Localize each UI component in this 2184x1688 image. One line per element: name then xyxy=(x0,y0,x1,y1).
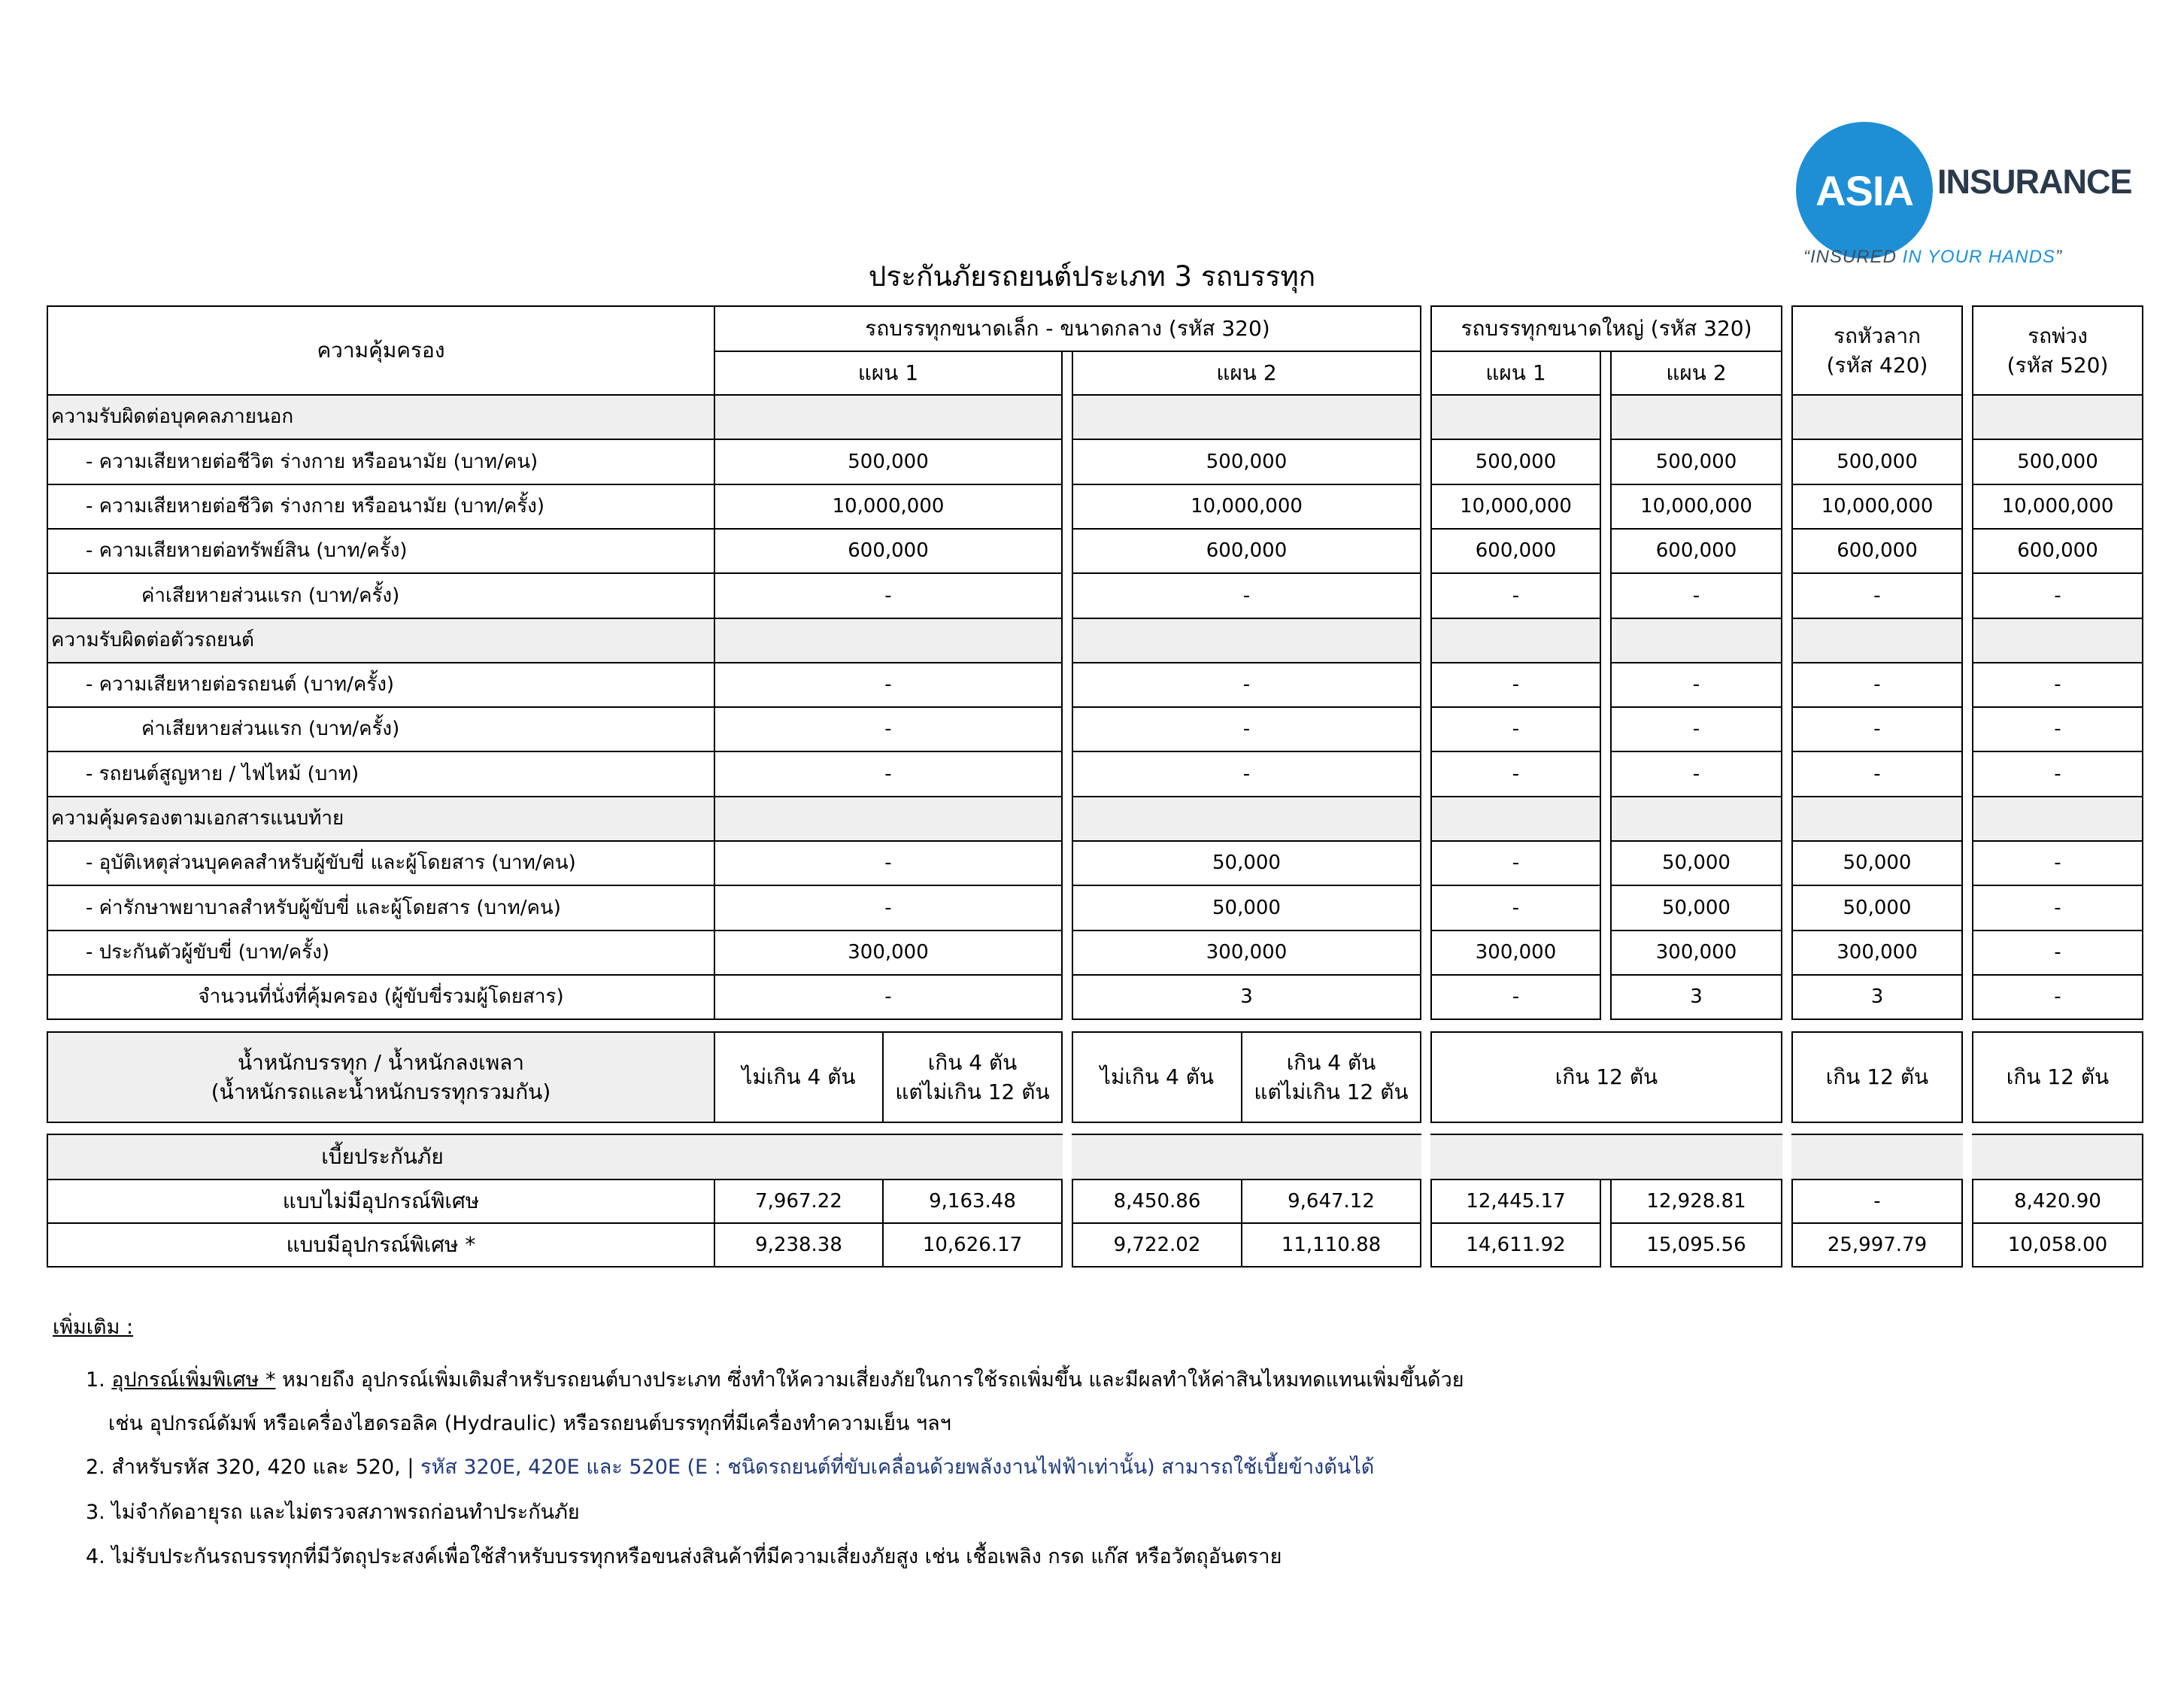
coverage-value: 500,000 xyxy=(1972,439,2143,485)
coverage-value: - xyxy=(1972,885,2143,931)
weight-large-over-12: เกิน 12 ตัน xyxy=(1430,1031,1782,1123)
coverage-value: - xyxy=(1972,662,2143,708)
premium-value: 10,058.00 xyxy=(1972,1222,2143,1268)
section-heading: ความคุ้มครองตามเอกสารแนบท้าย xyxy=(47,796,715,842)
coverage-label: - ความเสียหายต่อชีวิต ร่างกาย หรืออนามัย (บาท/คน) xyxy=(47,439,715,485)
weight-sm-plan2-over-4 xyxy=(1241,1031,1421,1123)
coverage-value: 50,000 xyxy=(1072,885,1421,931)
weight-label xyxy=(47,1031,715,1123)
coverage-value: - xyxy=(1430,974,1601,1020)
premium-value: 11,110.88 xyxy=(1241,1222,1421,1268)
weight-trailer-over-12: เกิน 12 ตัน xyxy=(1972,1031,2143,1123)
premium-value: - xyxy=(1791,1179,1963,1224)
coverage-value: 10,000,000 xyxy=(1972,484,2143,530)
coverage-value: 300,000 xyxy=(1791,930,1963,976)
coverage-value: - xyxy=(1972,706,2143,752)
premium-value: 9,722.02 xyxy=(1072,1222,1242,1268)
coverage-value: 10,000,000 xyxy=(1791,484,1963,530)
coverage-label: - รถยนต์สูญหาย / ไฟไหม้ (บาท) xyxy=(47,751,715,797)
coverage-value: 3 xyxy=(1610,974,1782,1020)
coverage-value: 500,000 xyxy=(714,439,1063,485)
weight-over-4-line-2: แต่ไม่เกิน 12 ตัน xyxy=(1254,1079,1409,1104)
coverage-value: - xyxy=(1791,751,1963,797)
coverage-value xyxy=(1791,618,1963,663)
coverage-label: - อุบัติเหตุส่วนบุคคลสำหรับผู้ขับขี่ และผู้โดยสาร (บาท/คน) xyxy=(47,840,715,886)
coverage-value: 600,000 xyxy=(714,528,1063,574)
coverage-value: - xyxy=(1610,706,1782,752)
premium-value: 25,997.79 xyxy=(1791,1222,1963,1268)
coverage-value: 50,000 xyxy=(1072,840,1421,886)
premium-heading-band-4 xyxy=(1791,1134,1963,1180)
weight-over-4-line-2: แต่ไม่เกิน 12 ตัน xyxy=(895,1079,1050,1104)
coverage-value: - xyxy=(1430,751,1601,797)
header-sm-plan-2: แผน 2 xyxy=(1072,351,1421,396)
coverage-value: 50,000 xyxy=(1610,885,1782,931)
coverage-value: - xyxy=(714,885,1063,931)
coverage-value xyxy=(1972,394,2143,440)
coverage-label: จำนวนที่นั่งที่คุ้มครอง (ผู้ขับขี่รวมผู้โดยสาร) xyxy=(47,974,715,1020)
coverage-value xyxy=(1072,394,1421,440)
coverage-value: 3 xyxy=(1072,974,1421,1020)
premium-label: แบบไม่มีอุปกรณ์พิเศษ xyxy=(47,1179,715,1224)
coverage-value xyxy=(1430,394,1601,440)
tagline-part-1: “INSURED xyxy=(1803,247,1903,267)
coverage-value xyxy=(1610,796,1782,842)
coverage-value: 10,000,000 xyxy=(1430,484,1601,530)
coverage-value: - xyxy=(1072,662,1421,708)
premium-value: 10,626.17 xyxy=(882,1222,1063,1268)
coverage-value xyxy=(1972,796,2143,842)
weight-sm-plan1-over-4 xyxy=(882,1031,1063,1123)
coverage-value: 600,000 xyxy=(1791,528,1963,574)
coverage-value: 3 xyxy=(1791,974,1963,1020)
coverage-value: - xyxy=(714,974,1063,1020)
premium-value: 14,611.92 xyxy=(1430,1222,1601,1268)
coverage-value xyxy=(1791,394,1963,440)
header-tractor-name: รถหัวลาก xyxy=(1833,323,1921,348)
weight-sm-plan2-not-over-4: ไม่เกิน 4 ตัน xyxy=(1072,1031,1242,1123)
coverage-label: ค่าเสียหายส่วนแรก (บาท/ครั้ง) xyxy=(47,572,715,619)
note-1-text: หมายถึง อุปกรณ์เพิ่มเติมสำหรับรถยนต์บางประเภท ซึ่งทำให้ความเสี่ยงภัยในการใช้รถเพิ่มขึ้น และมีผลทำให้ค่าสินไหมทดแทนเพิ่มขึ้นด้วย xyxy=(275,1368,1464,1392)
coverage-value xyxy=(1791,796,1963,842)
tagline-part-3: ” xyxy=(2055,247,2062,267)
note-1 xyxy=(86,1363,1464,1395)
coverage-value: 500,000 xyxy=(1610,439,1782,485)
header-lg-plan-2: แผน 2 xyxy=(1610,351,1782,396)
note-1-number: 1. xyxy=(86,1368,112,1392)
coverage-value: - xyxy=(1430,662,1601,708)
coverage-value: 50,000 xyxy=(1791,840,1963,886)
premium-value: 7,967.22 xyxy=(714,1179,884,1224)
coverage-value: - xyxy=(1972,572,2143,619)
coverage-value: - xyxy=(1072,572,1421,619)
header-tractor xyxy=(1791,305,1963,396)
header-lg-plan-1: แผน 1 xyxy=(1430,351,1601,396)
coverage-value: 50,000 xyxy=(1791,885,1963,931)
section-heading: ความรับผิดต่อตัวรถยนต์ xyxy=(47,618,715,663)
logo-circle: ASIA xyxy=(1796,122,1933,259)
coverage-value: - xyxy=(1610,572,1782,619)
weight-sm-plan1-not-over-4: ไม่เกิน 4 ตัน xyxy=(714,1031,884,1123)
coverage-value: - xyxy=(714,840,1063,886)
coverage-value: - xyxy=(1972,751,2143,797)
premium-heading-text: เบี้ยประกันภัย xyxy=(321,1144,444,1170)
weight-over-4-line-1: เกิน 4 ตัน xyxy=(927,1049,1018,1075)
coverage-value: 50,000 xyxy=(1610,840,1782,886)
coverage-label: ค่าเสียหายส่วนแรก (บาท/ครั้ง) xyxy=(47,706,715,752)
coverage-value xyxy=(1072,618,1421,663)
coverage-value: 500,000 xyxy=(1072,439,1421,485)
coverage-value: 600,000 xyxy=(1072,528,1421,574)
note-1-line-2: เช่น อุปกรณ์ดัมพ์ หรือเครื่องไฮดรอลิค (Hydraulic) หรือรถยนต์บรรทุกที่มีเครื่องทำความเย็น ฯลฯ xyxy=(108,1412,951,1435)
coverage-value: 300,000 xyxy=(1430,930,1601,976)
premium-value: 9,163.48 xyxy=(882,1179,1063,1224)
coverage-value: - xyxy=(1791,662,1963,708)
coverage-label: - ประกันตัวผู้ขับขี่ (บาท/ครั้ง) xyxy=(47,930,715,976)
coverage-value: - xyxy=(1972,974,2143,1020)
premium-value: 9,647.12 xyxy=(1241,1179,1421,1224)
note-2 xyxy=(86,1450,1374,1483)
premium-value: 9,238.38 xyxy=(714,1222,884,1268)
coverage-value xyxy=(714,618,1063,663)
coverage-label: - ความเสียหายต่อชีวิต ร่างกาย หรืออนามัย (บาท/ครั้ง) xyxy=(47,484,715,530)
coverage-value: 600,000 xyxy=(1972,528,2143,574)
coverage-value xyxy=(1610,394,1782,440)
note-2-text: 2. สำหรับรหัส 320, 420 และ 520, | xyxy=(86,1456,421,1479)
premium-value: 12,928.81 xyxy=(1610,1179,1782,1224)
coverage-value xyxy=(1972,618,2143,663)
coverage-value: - xyxy=(1430,706,1601,752)
weight-tractor-over-12: เกิน 12 ตัน xyxy=(1791,1031,1963,1123)
header-trailer xyxy=(1972,305,2143,396)
premium-heading-band-3 xyxy=(1430,1134,1782,1180)
coverage-value: - xyxy=(1610,662,1782,708)
coverage-label: - ความเสียหายต่อรถยนต์ (บาท/ครั้ง) xyxy=(47,662,715,708)
header-trailer-name: รถพ่วง xyxy=(2028,323,2088,348)
coverage-value: 300,000 xyxy=(1610,930,1782,976)
document-title: ประกันภัยรถยนต์ประเภท 3 รถบรรทุก xyxy=(868,260,1316,293)
coverage-value xyxy=(714,394,1063,440)
premium-value: 8,450.86 xyxy=(1072,1179,1242,1224)
header-large-truck: รถบรรทุกขนาดใหญ่ (รหัส 320) xyxy=(1430,305,1782,352)
coverage-value: 300,000 xyxy=(714,930,1063,976)
header-tractor-code: (รหัส 420) xyxy=(1826,353,1928,378)
note-4: 4. ไม่รับประกันรถบรรทุกที่มีวัตถุประสงค์เพื่อใช้สำหรับบรรทุกหรือขนส่งสินค้าที่มีความเสี่ยงภัยสูง เช่น เชื้อเพลิง กรด แก๊ส หรือวัตถุอันตราย xyxy=(86,1545,1282,1568)
coverage-value: - xyxy=(1430,840,1601,886)
weight-label-line-2: (น้ำหนักรถและน้ำหนักบรรทุกรวมกัน) xyxy=(211,1079,551,1104)
premium-heading xyxy=(47,1134,1063,1180)
premium-value: 8,420.90 xyxy=(1972,1179,2143,1224)
coverage-value: - xyxy=(714,751,1063,797)
tagline-part-2: IN YOUR HANDS xyxy=(1902,247,2055,267)
coverage-value: - xyxy=(714,706,1063,752)
coverage-value xyxy=(1072,796,1421,842)
note-3: 3. ไม่จำกัดอายุรถ และไม่ตรวจสภาพรถก่อนทำประกันภัย xyxy=(86,1501,580,1524)
coverage-value xyxy=(714,796,1063,842)
weight-label-line-1: น้ำหนักบรรทุก / น้ำหนักลงเพลา xyxy=(237,1049,525,1075)
coverage-value: 600,000 xyxy=(1430,528,1601,574)
section-heading: ความรับผิดต่อบุคคลภายนอก xyxy=(47,394,715,440)
coverage-value: 10,000,000 xyxy=(1072,484,1421,530)
premium-label: แบบมีอุปกรณ์พิเศษ * xyxy=(47,1222,715,1268)
header-trailer-code: (รหัส 520) xyxy=(2007,353,2109,378)
premium-value: 12,445.17 xyxy=(1430,1179,1601,1224)
note-1-term: อุปกรณ์เพิ่มพิเศษ * xyxy=(111,1368,276,1392)
coverage-value xyxy=(1430,796,1601,842)
coverage-value: - xyxy=(1972,840,2143,886)
coverage-value: 10,000,000 xyxy=(714,484,1063,530)
notes-heading: เพิ่มเติม : xyxy=(53,1316,134,1339)
header-small-medium-truck: รถบรรทุกขนาดเล็ก - ขนาดกลาง (รหัส 320) xyxy=(714,305,1421,352)
premium-value: 15,095.56 xyxy=(1610,1222,1782,1268)
coverage-value: 300,000 xyxy=(1072,930,1421,976)
coverage-value: - xyxy=(714,572,1063,619)
coverage-value: 10,000,000 xyxy=(1610,484,1782,530)
premium-heading-band-2 xyxy=(1072,1134,1421,1180)
coverage-value: 500,000 xyxy=(1430,439,1601,485)
coverage-value: - xyxy=(1791,706,1963,752)
coverage-value: - xyxy=(1072,706,1421,752)
coverage-value: - xyxy=(1072,751,1421,797)
coverage-value xyxy=(1610,618,1782,663)
coverage-value: 500,000 xyxy=(1791,439,1963,485)
coverage-value: - xyxy=(1430,885,1601,931)
coverage-value xyxy=(1430,618,1601,663)
coverage-value: - xyxy=(1610,751,1782,797)
header-sm-plan-1: แผน 1 xyxy=(714,351,1063,396)
note-2-electric: รหัส 320E, 420E และ 520E (E : ชนิดรถยนต์ที่ขับเคลื่อนด้วยพลังงานไฟฟ้าเท่านั้น) สามารถใช้เบี้ยข้างต้นได้ xyxy=(420,1456,1375,1479)
logo-wordmark: INSURANCE xyxy=(1937,162,2132,201)
premium-heading-band-5 xyxy=(1972,1134,2143,1180)
coverage-label: - ค่ารักษาพยาบาลสำหรับผู้ขับขี่ และผู้โดยสาร (บาท/คน) xyxy=(47,885,715,931)
coverage-value: - xyxy=(1791,572,1963,619)
coverage-value: - xyxy=(1972,930,2143,976)
weight-over-4-line-1: เกิน 4 ตัน xyxy=(1286,1049,1376,1075)
header-coverage: ความคุ้มครอง xyxy=(47,305,715,396)
coverage-label: - ความเสียหายต่อทรัพย์สิน (บาท/ครั้ง) xyxy=(47,528,715,574)
coverage-value: 600,000 xyxy=(1610,528,1782,574)
coverage-value: - xyxy=(1430,572,1601,619)
asia-insurance-logo xyxy=(1796,122,2136,272)
coverage-value: - xyxy=(714,662,1063,708)
